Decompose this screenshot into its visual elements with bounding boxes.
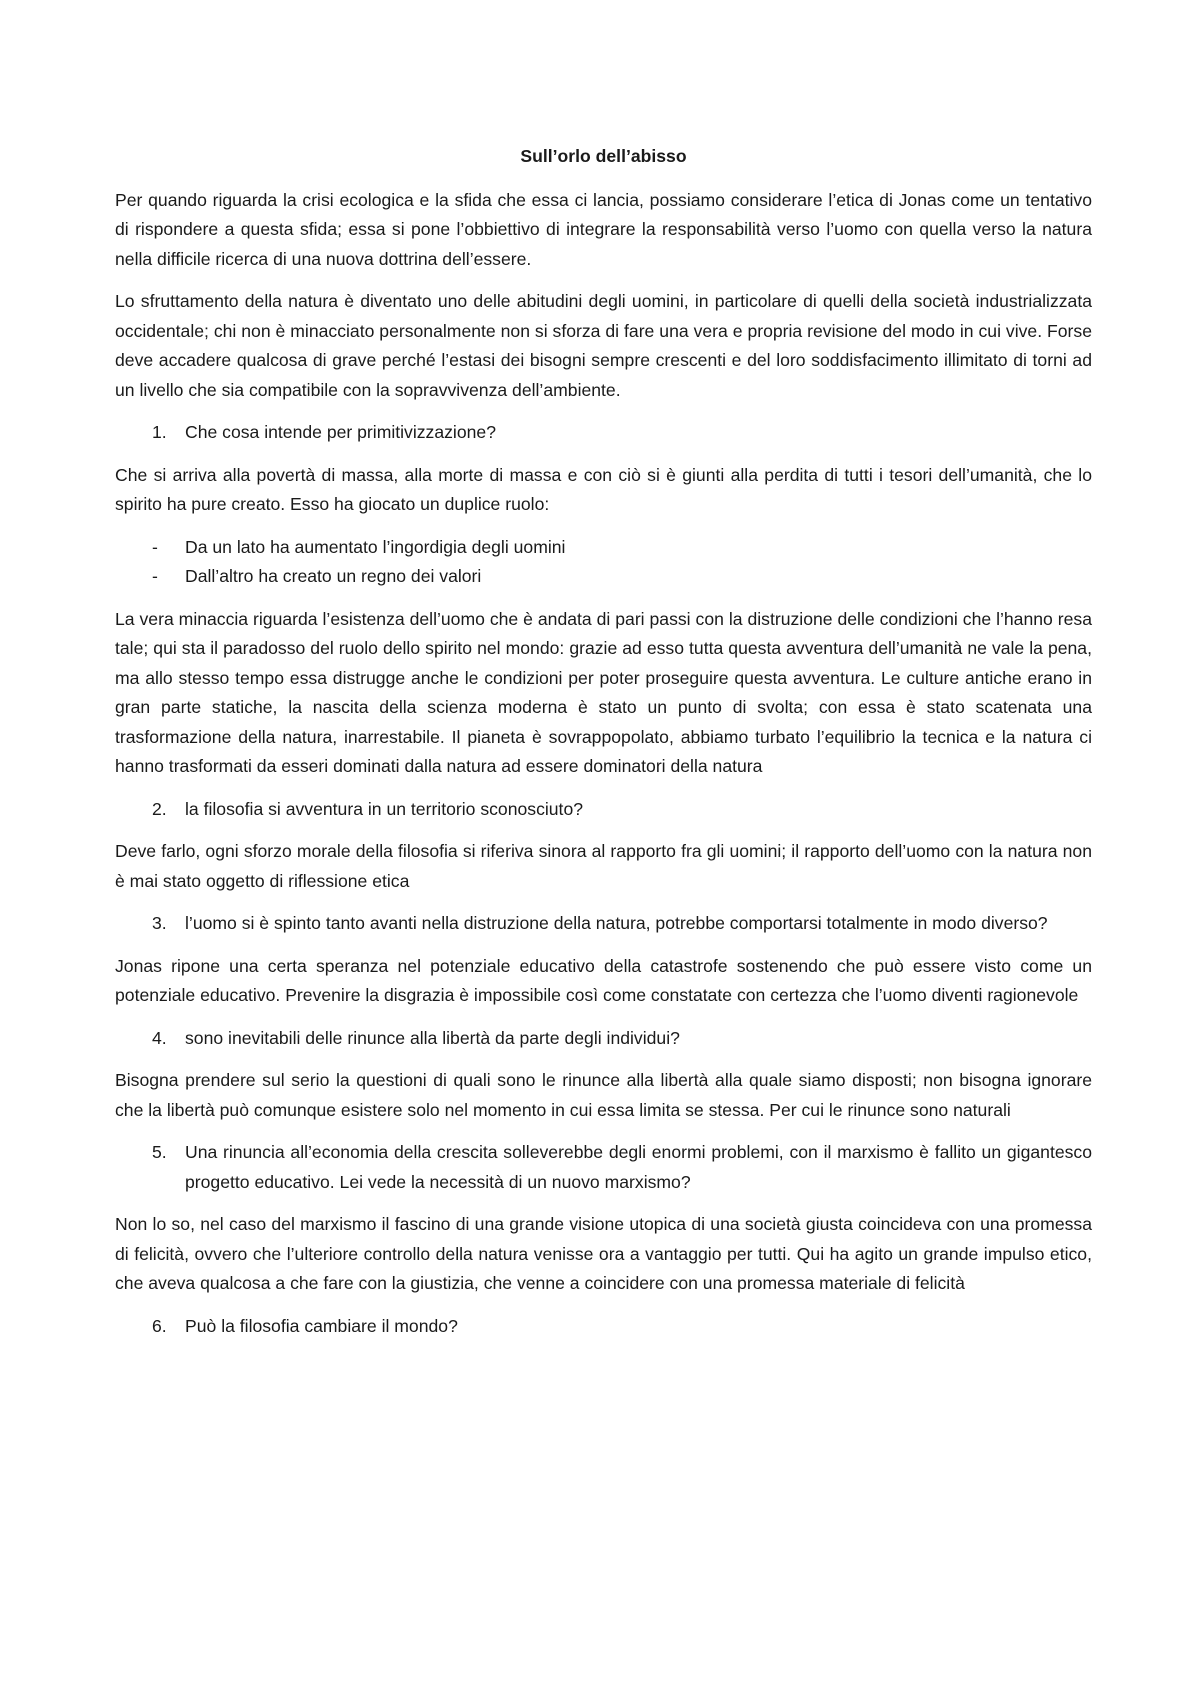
answer-3: Jonas ripone una certa speranza nel potenziale educativo della catastrofe sostenendo che può essere visto come un potenziale educativo. Prevenire la disgrazia è impossibile così come constatate con certezza che l’uomo diventi ragionevole xyxy=(115,955,1092,1005)
list-item xyxy=(115,562,1092,592)
question-number: 3. xyxy=(152,913,167,933)
question-text: Può la filosofia cambiare il mondo? xyxy=(185,1315,458,1336)
question-number: 4. xyxy=(152,1027,167,1048)
question-3 xyxy=(115,909,1092,939)
list-item-text: Dall’altro ha creato un regno dei valori xyxy=(185,566,482,586)
paragraph-intro: Per quando riguarda la crisi ecologica e la sfida che essa ci lancia, possiamo considerare l’etica di Jonas come un tentativo di rispondere a questa sfida; essa si pone l’obbiettivo di integrare la responsabilità verso l’uomo con quella verso la natura nella difficile ricerca di una nuova dottrina dell’essere. xyxy=(115,189,1092,269)
answer-4: Bisogna prendere sul serio la questioni di quali sono le rinunce alla libertà alla quale siamo disposti; non bisogna ignorare che la libertà può comunque esistere solo nel momento in cui essa limita se stessa. Per cui le rinunce sono naturali xyxy=(115,1070,1092,1120)
list-item-text: Da un lato ha aumentato l’ingordigia degli uomini xyxy=(185,536,566,557)
question-number: 1. xyxy=(152,422,167,442)
list-item xyxy=(115,533,1092,563)
answer-2: Deve farlo, ogni sforzo morale della filosofia si riferiva sinora al rapporto fra gli uomini; il rapporto dell’uomo con la natura non è mai stato oggetto di riflessione etica xyxy=(115,841,1092,891)
question-text: Che cosa intende per primitivizzazione? xyxy=(185,422,496,442)
question-6 xyxy=(115,1312,1092,1342)
question-2 xyxy=(115,795,1092,825)
dash-bullet: - xyxy=(152,536,158,557)
dash-list xyxy=(115,533,1092,592)
question-text: la filosofia si avventura in un territorio sconosciuto? xyxy=(185,798,584,819)
answer-1: Che si arriva alla povertà di massa, alla morte di massa e con ciò si è giunti alla perdita di tutti i tesori dell’umanità, che lo spirito ha pure creato. Esso ha giocato un duplice ruolo: xyxy=(115,464,1092,514)
question-1 xyxy=(115,418,1092,448)
question-number: 2. xyxy=(152,798,167,819)
question-5 xyxy=(115,1138,1092,1197)
document-title: Sull’orlo dell’abisso xyxy=(520,146,687,166)
dash-bullet: - xyxy=(152,566,158,586)
question-4 xyxy=(115,1024,1092,1054)
question-text: Una rinuncia all’economia della crescita solleverebbe degli enormi problemi, con il marxismo è fallito un gigantesco progetto educativo. Lei vede la necessità di un nuovo marxismo? xyxy=(185,1142,1092,1192)
question-number: 5. xyxy=(152,1142,167,1162)
question-text: sono inevitabili delle rinunce alla libertà da parte degli individui? xyxy=(185,1027,680,1048)
question-text: l’uomo si è spinto tanto avanti nella distruzione della natura, potrebbe comportarsi totalmente in modo diverso? xyxy=(185,913,1048,933)
answer-5: Non lo so, nel caso del marxismo il fascino di una grande visione utopica di una società giusta coincideva con una promessa di felicità, ovvero che l’ulteriore controllo della natura venisse ora a vantaggio per tutti. Qui ha agito un grande impulso etico, che aveva qualcosa a che fare con la giustizia, che venne a coincidere con una promessa materiale di felicità xyxy=(115,1214,1092,1293)
paragraph-exploitation: Lo sfruttamento della natura è diventato uno delle abitudini degli uomini, in particolare di quelli della società industrializzata occidentale; chi non è minacciato personalmente non si sforza di fare una vera e propria revisione del modo in cui vive. Forse deve accadere qualcosa di grave perché l’estasi dei bisogni sempre crescenti e del loro soddisfacimento illimitato di torni ad un livello che sia compatibile con la sopravvivenza dell’ambiente. xyxy=(115,291,1092,400)
question-number: 6. xyxy=(152,1315,167,1336)
paragraph-threat: La vera minaccia riguarda l’esistenza dell’uomo che è andata di pari passi con la distruzione delle condizioni che l’hanno resa tale; qui sta il paradosso del ruolo dello spirito nel mondo: grazie ad esso tutta questa avventura dell’umanità ne vale la pena, ma allo stesso tempo essa distrugge anche le condizioni per poter proseguire questa avventura. Le culture antiche erano in gran parte statiche, la nascita della scienza moderna è stato un punto di svolta; con essa è stato scatenata una trasformazione della natura, inarrestabile. Il pianeta è sovrappopolato, abbiamo turbato l’equilibrio la tecnica e la natura ci hanno trasformati da esseri dominati dalla natura ad essere dominatori della natura xyxy=(115,608,1092,776)
